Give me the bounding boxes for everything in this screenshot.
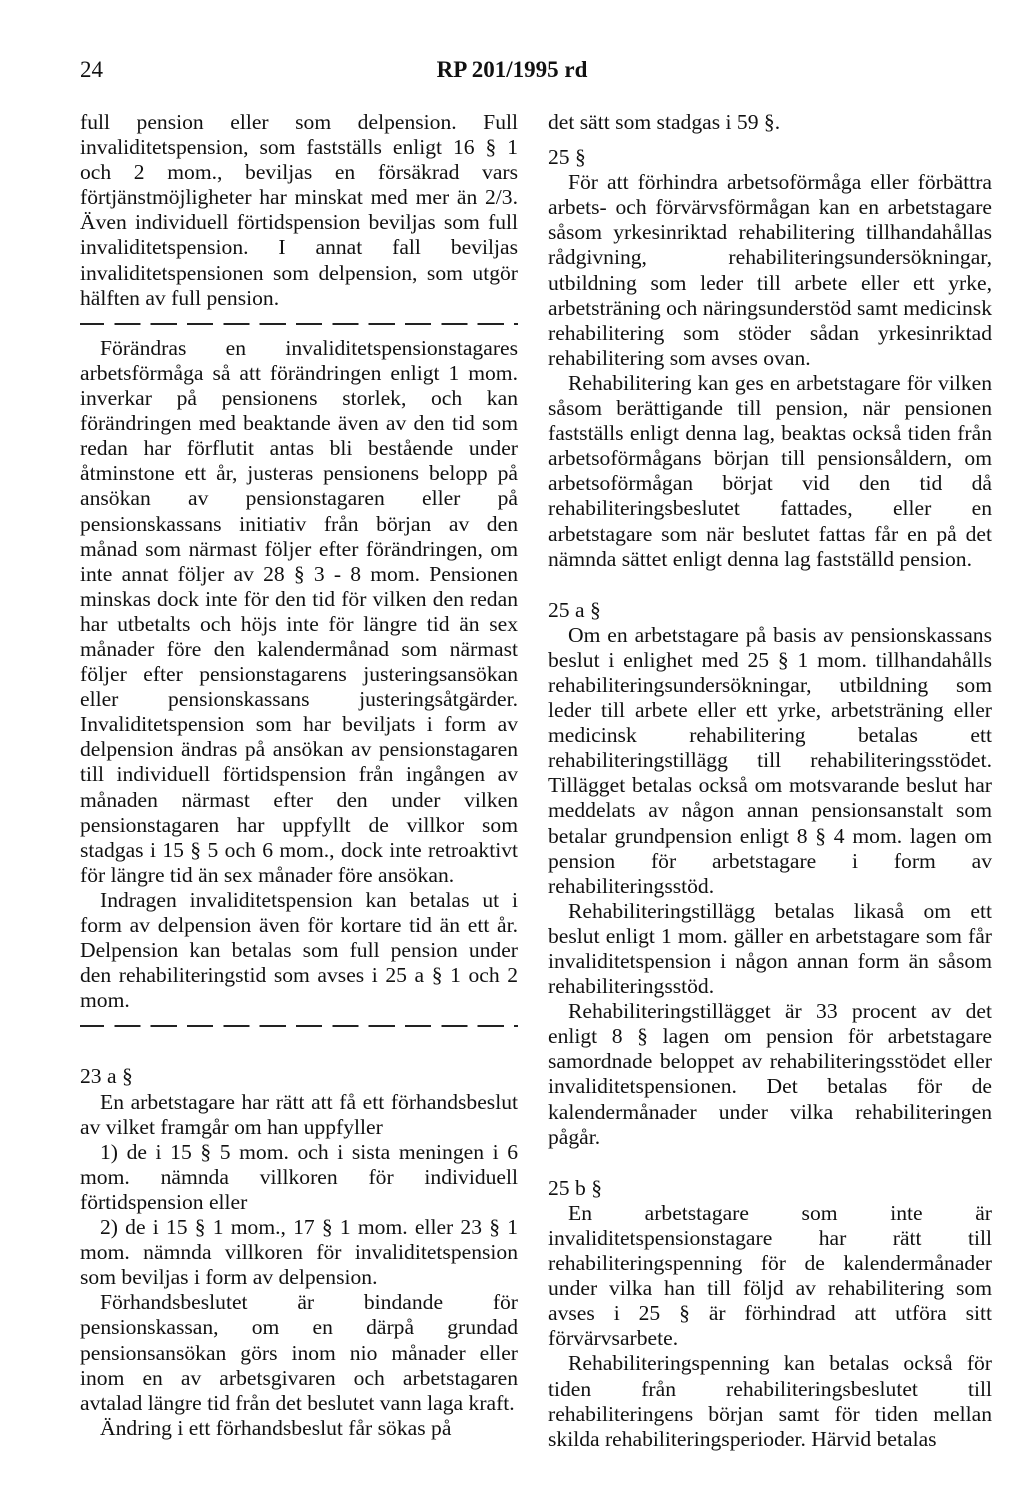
left-column xyxy=(80,110,518,1441)
paragraph: det sätt som stadgas i 59 §. xyxy=(548,110,781,134)
paragraph: Rehabilitering kan ges en arbetstagare för vilken såsom berättigande till pension, när pensionen fastställs enligt denna lag, beaktas också tiden från arbetsoförmågans början till pensionsåldern, om arbetsoförmågan börjat vid den tid då rehabiliteringsbeslutet fattades, eller en arbetstagare som när beslutet fattas får en på det nämnda sättet enligt denna lag fastställd pension. xyxy=(548,370,992,571)
paragraph: Ändring i ett förhandsbeslut får sökas på xyxy=(100,1415,452,1440)
paragraph: full pension eller som delpension. Full invaliditetspension, som fastställs enligt 16 § 1 och 2 mom., beviljas en försäkrad vars förtjänstmöjligheter har minskat med mer än 2/3. Även individuell förtidspension beviljas som full invaliditetspension. I annat fall beviljas invaliditetspensionen som delpension, som utgör hälften av full pension. xyxy=(80,110,518,310)
paragraph: Rehabiliteringstillägget är 33 procent av det enligt 8 § lagen om pension för arbetstagare samordnade beloppet av rehabiliteringsstödet eller invaliditetspensionen. Det betalas för de kalendermånader under vilka rehabiliteringen pågår. xyxy=(548,999,992,1149)
omission-rule xyxy=(80,311,518,336)
paragraph: Indragen invaliditetspension kan betalas ut i form av delpension även för kortare tid än ett år. Delpension kan betalas som full pension under den rehabiliteringstid som avses i 25 a § 1 och 2 mom. xyxy=(80,887,518,1013)
section-heading: 25 b § xyxy=(548,1175,602,1200)
paragraph: Förändras en invaliditetspensionstagares arbetsförmåga så att förändringen enligt 1 mom. inverkar på pensionens storlek, och kan förändringen med beaktande även av den tid som redan har förflutit antas bli bestående under åtminstone ett år, justeras pensionens belopp på ansökan av pensionstagaren eller på pensionskassans initiativ från början av den månad som närmast följer efter förändringen, om inte annat följer av 28 § 3 - 8 mom. Pensionen minskas dock inte för den tid för vilken den redan har utbetalts och höjs inte för längre tid än sex månader före den kalendermånad som närmast följer efter pensionstagarens justeringsansökan eller pensionskassans justeringsåtgärder. Invaliditetspension som har beviljats i form av delpension ändras på ansökan av pensionstagaren till individuell förtidspension från ingången av månaden närmast efter den under vilken pensionstagaren har uppfyllt de villkor som stadgas i 15 § 5 och 6 mom., dock inte retroaktivt för längre tid än sex månader före ansökan. xyxy=(80,335,518,887)
section-heading: 25 § xyxy=(548,145,586,170)
list-item: 1) de i 15 § 5 mom. och i sista meningen i 6 mom. nämnda villkoren för individuell förtidspension eller xyxy=(80,1139,518,1214)
right-column xyxy=(548,110,992,1452)
paragraph: För att förhindra arbetsoförmåga eller förbättra arbets- och förvärvsförmågan kan en arbetstagare såsom yrkesinriktad rehabilitering tillhandahållas rådgivning, rehabiliteringsundersökningar, utbildning som leder till arbete eller ett yrke, arbetsträning och näringsunderstöd samt medicinsk rehabilitering som stöder sådan yrkesinriktad rehabilitering som avses ovan. xyxy=(548,170,992,370)
paragraph: Förhandsbeslutet är bindande för pensionskassan, om en därpå grundad pensionsansökan görs inom nio månader eller inom en av arbetsgivaren och arbetstagaren avtalad längre tid från det beslutet vann laga kraft. xyxy=(80,1290,518,1415)
paragraph: En arbetstagare som inte är invaliditetspensionstagare har rätt till rehabiliteringspenning för de kalendermånader under vilka han till följd av rehabilitering som avses i 25 § är förhindrad att utföra sitt förvärvsarbete. xyxy=(548,1200,992,1351)
page-number: 24 xyxy=(80,57,103,82)
paragraph: En arbetstagare har rätt att få ett förhandsbeslut av vilket framgår om han uppfyller xyxy=(80,1089,518,1139)
omission-rule xyxy=(80,1013,518,1038)
list-item: 2) de i 15 § 1 mom., 17 § 1 mom. eller 23 § 1 mom. nämnda villkoren för invaliditetspension som beviljas i form av delpension. xyxy=(80,1215,518,1290)
section-heading: 23 a § xyxy=(80,1064,133,1089)
paragraph: Rehabiliteringstillägg betalas likaså om ett beslut enligt 1 mom. gäller en arbetstagare som får invaliditetspension i någon annan form än såsom rehabiliteringsstöd. xyxy=(548,898,992,999)
document-title: RP 201/1995 rd xyxy=(436,57,588,82)
section-heading: 25 a § xyxy=(548,597,601,622)
paragraph: Om en arbetstagare på basis av pensionskassans beslut i enlighet med 25 § 1 mom. tillhandahålls rehabiliteringsundersökningar, utbildning som leder till arbete eller ett yrke, arbetsträning eller medicinsk rehabilitering betalas ett rehabiliteringstillägg till rehabiliteringsstödet. Tillägget betalas också om motsvarande beslut har meddelats av någon annan pensionsanstalt som betalar grundpension enligt 8 § 4 mom. lagen om pension för arbetstagare i form av rehabiliteringsstöd. xyxy=(548,622,992,898)
paragraph: Rehabiliteringspenning kan betalas också för tiden från rehabiliteringsbeslutet till rehabiliteringens början samt för tiden mellan skilda rehabiliteringsperioder. Härvid betalas xyxy=(548,1351,992,1451)
